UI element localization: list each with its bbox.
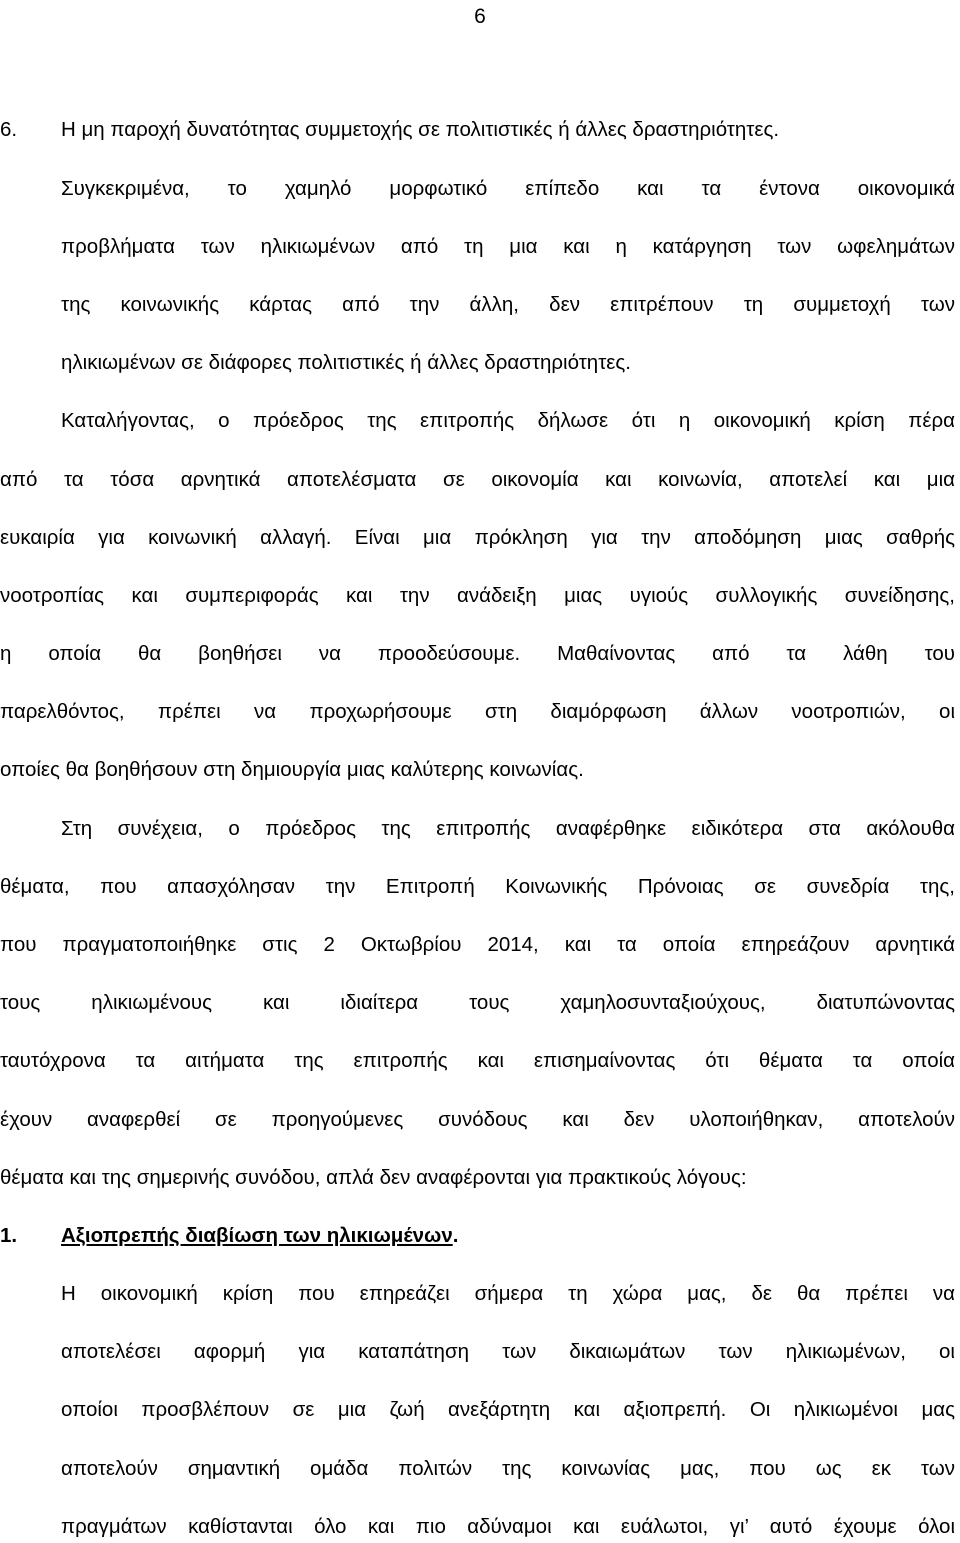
paragraph-line: ευκαιρία για κοινωνική αλλαγή. Είναι μια πρόκληση για την αποδόμηση μιας σαθρής (0, 526, 955, 549)
list-item-line: αποτελούν σημαντική ομάδα πολιτών της κοινωνίας μας, που ως εκ των (61, 1457, 955, 1480)
section-line: Συγκεκριμένα, το χαμηλό μορφωτικό επίπεδο και τα έντονα οικονομικά (61, 177, 955, 200)
page-number: 6 (474, 5, 486, 28)
list-item-heading (61, 1222, 458, 1250)
paragraph-line: Στη συνέχεια, ο πρόεδρος της επιτροπής αναφέρθηκε ειδικότερα στα ακόλουθα (61, 817, 955, 840)
paragraph-line: τους ηλικιωμένους και ιδιαίτερα τους χαμηλοσυνταξιούχους, διατυπώνοντας (0, 991, 955, 1014)
list-item-line: πραγμάτων καθίστανται όλο και πιο αδύναμοι και ευάλωτοι, γι’ αυτό έχουμε όλοι (61, 1515, 955, 1538)
paragraph-line: η οποία θα βοηθήσει να προοδεύσουμε. Μαθαίνοντας από τα λάθη του (0, 642, 955, 665)
paragraph-line: ταυτόχρονα τα αιτήματα της επιτροπής και επισημαίνοντας ότι θέματα τα οποία (0, 1049, 955, 1072)
paragraph-line: από τα τόσα αρνητικά αποτελέσματα σε οικονομία και κοινωνία, αποτελεί και μια (0, 468, 955, 491)
paragraph-line: θέματα, που απασχόλησαν την Επιτροπή Κοινωνικής Πρόνοιας σε συνεδρία της, (0, 875, 955, 898)
section-number: 6. (0, 118, 18, 141)
paragraph-line: που πραγματοποιήθηκε στις 2 Οκτωβρίου 2014, και τα οποία επηρεάζουν αρνητικά (0, 933, 955, 956)
section-line: ηλικιωμένων σε διάφορες πολιτιστικές ή άλλες δραστηριότητες. (61, 351, 632, 374)
paragraph-line: έχουν αναφερθεί σε προηγούμενες συνόδους και δεν υλοποιήθηκαν, αποτελούν (0, 1108, 955, 1131)
paragraph-line: Καταλήγοντας, ο πρόεδρος της επιτροπής δήλωσε ότι η οικονομική κρίση πέρα (61, 409, 955, 432)
paragraph-line: θέματα και της σημερινής συνόδου, απλά δεν αναφέρονται για πρακτικούς λόγους: (0, 1166, 747, 1189)
paragraph-line: οποίες θα βοηθήσουν στη δημιουργία μιας καλύτερης κοινωνίας. (0, 758, 584, 781)
list-item-line: οποίοι προσβλέπουν σε μια ζωή ανεξάρτητη και αξιοπρεπή. Οι ηλικιωμένοι μας (61, 1398, 955, 1421)
paragraph-line: παρελθόντος, πρέπει να προχωρήσουμε στη διαμόρφωση άλλων νοοτροπιών, οι (0, 700, 955, 723)
list-item-number: 1. (0, 1224, 18, 1247)
section-line: Η μη παροχή δυνατότητας συμμετοχής σε πολιτιστικές ή άλλες δραστηριότητες. (61, 118, 780, 141)
section-line: της κοινωνικής κάρτας από την άλλη, δεν επιτρέπουν τη συμμετοχή των (61, 293, 955, 316)
section-line: προβλήματα των ηλικιωμένων από τη μια και η κατάργηση των ωφελημάτων (61, 235, 955, 258)
list-item-line: Η οικονομική κρίση που επηρεάζει σήμερα τη χώρα μας, δε θα πρέπει να (61, 1282, 955, 1305)
list-item-line: αποτελέσει αφορμή για καταπάτηση των δικαιωμάτων των ηλικιωμένων, οι (61, 1340, 955, 1363)
list-item-title-suffix: . (452, 1224, 459, 1247)
paragraph-line: νοοτροπίας και συμπεριφοράς και την ανάδειξη μιας υγιούς συλλογικής συνείδησης, (0, 584, 955, 607)
list-item-title: Αξιοπρεπής διαβίωση των ηλικιωμένων (61, 1224, 453, 1247)
